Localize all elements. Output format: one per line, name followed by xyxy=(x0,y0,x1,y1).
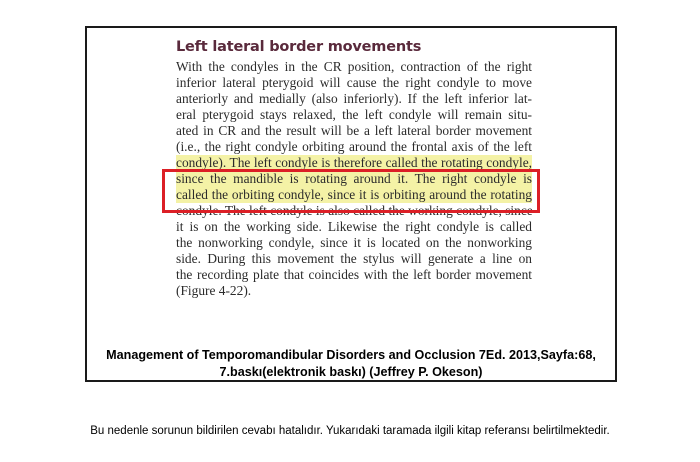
highlighted-line: since the mandible is rotating around it. The right condyle is xyxy=(176,171,532,186)
highlight-box xyxy=(162,169,540,213)
highlighted-line: condyle). The left condyle is therefore called the rotating condyle, xyxy=(176,155,532,170)
highlighted-line: called the orbiting condyle, since it is orbiting around the rotating xyxy=(176,187,532,202)
scan-line: side. During this movement the stylus will generate a line on xyxy=(176,251,532,266)
scan-line: anteriorly and medially (also inferiorly). If the left inferior lat- xyxy=(176,91,532,106)
footnote: Bu nedenle sorunun bildirilen cevabı hatalıdır. Yukarıdaki taramada ilgili kitap referansı belirtilmektedir. xyxy=(90,425,610,437)
scan-line: eral pterygoid stays relaxed, the left condyle will remain situ- xyxy=(176,107,532,122)
scan-line: it is on the working side. Likewise the right condyle is called xyxy=(176,219,532,234)
scan-line: ated in CR and the result will be a left lateral border movement xyxy=(176,123,532,138)
scan-line: (Figure 4-22). xyxy=(176,283,252,298)
scan-frame xyxy=(85,26,617,382)
scan-line: the nonworking condyle, since it is located on the nonworking xyxy=(176,235,532,250)
scan-line: With the condyles in the CR position, contraction of the right xyxy=(176,59,532,74)
scan-line: condyle. The left condyle is also called the working condyle, since xyxy=(176,203,533,218)
caption-line-1: Management of Temporomandibular Disorders and Occlusion 7Ed. 2013,Sayfa:68, xyxy=(106,348,596,362)
reference-caption xyxy=(87,347,615,381)
section-heading: Left lateral border movements xyxy=(176,39,422,55)
scan-line: the recording plate that coincides with the left border movement xyxy=(176,267,532,282)
scan-line: inferior lateral pterygoid will cause the right condyle to move xyxy=(176,75,532,90)
scan-line: (i.e., the right condyle orbiting around the frontal axis of the left xyxy=(176,139,532,154)
caption-line-2: 7.baskı(elektronik baskı) (Jeffrey P. Okeson) xyxy=(219,365,483,379)
